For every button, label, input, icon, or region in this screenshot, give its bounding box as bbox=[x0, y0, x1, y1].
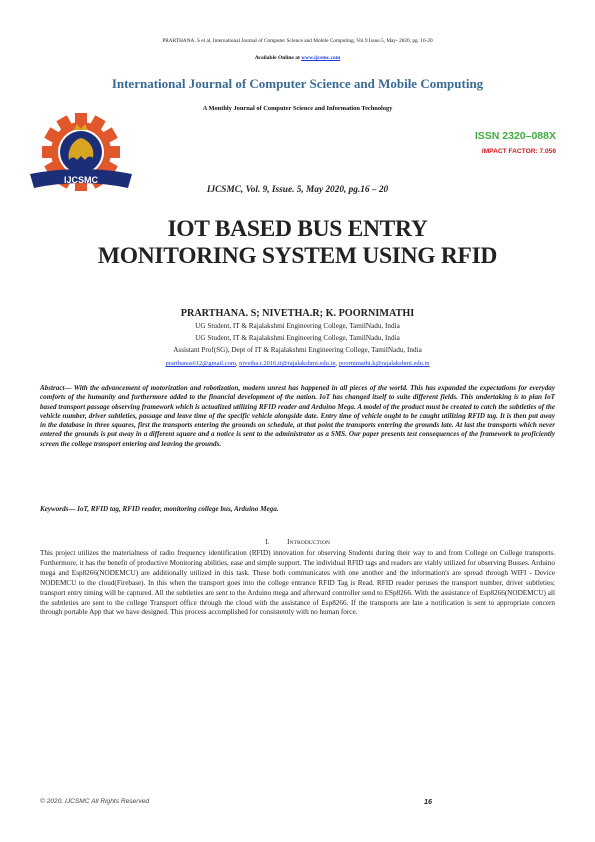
affiliation-1: UG Student, IT & Rajalakshmi Engineering College, TamilNadu, India bbox=[195, 322, 400, 330]
journal-subtitle: A Monthly Journal of Computer Science and Information Technology bbox=[202, 105, 393, 112]
logo-text: IJCSMC bbox=[63, 175, 99, 185]
paper-title bbox=[0, 216, 595, 270]
available-online-label: Available Online at bbox=[254, 55, 302, 61]
author-emails: prarthanas612@gmail.com, nivetha.r.2016.it@rajalakshmi.edu.in, poornimathi.k@rajalakshmi.edu.in bbox=[165, 360, 430, 367]
email-link-1[interactable]: prarthanas612@gmail.com bbox=[165, 360, 236, 367]
section-heading bbox=[0, 538, 595, 546]
paper-title-line-1: IOT BASED BUS ENTRY bbox=[167, 216, 428, 242]
issn: ISSN 2320–088X bbox=[474, 130, 556, 142]
volume-line: IJCSMC, Vol. 9, Issue. 5, May 2020, pg.16 – 20 bbox=[206, 185, 389, 195]
footer-copyright: © 2020, IJCSMC All Rights Reserved bbox=[40, 798, 150, 805]
journal-title: International Journal of Computer Science and Mobile Computing bbox=[111, 76, 484, 91]
impact-factor: IMPACT FACTOR: 7.056 bbox=[481, 148, 556, 155]
email-link-2[interactable]: nivetha.r.2016.it@rajalakshmi.edu.in bbox=[239, 360, 336, 367]
authors: PRARTHANA. S; NIVETHA.R; K. POORNIMATHI bbox=[180, 308, 415, 319]
affiliation-3: Assistant Prof(SG), Dept of IT & Rajalakshmi Engineering College, TamilNadu, India bbox=[173, 346, 422, 354]
introduction-body: This project utilizes the materialness of radio frequency identification (RFID) innovation for observing Students during their way to and from College on College transports. Furthermore, it has the benefit of productive Monitoring abilities, ease and simple support. The individual RFID tags and readers are viably utilized for observing Busses. Arduino mega and Esp8266(NODEMCU) are additionally utilized in this task. These both communicates with one another and the information's are spread through WIFI - Device NODEMCU to the cloud(Firebase). In this when the transport goes into the college entrance RFID Tag is Read. RFID reader peruses the transport number, driver subtleties; transport entry timing will be captured. All the subtleties are sent to the Arduino mega and afterward controller send to ESp8266. With the assistance of Esp8266(NODEMCU) all the subtleties are sent to the college Transport office through the cloud with the assistance of Esp8266. If the transports are late a notification is sent to appropriate concern through portable App that we have designed. This process accomplished for consistently with no human force. bbox=[40, 549, 555, 617]
section-title-rest: NTRODUCTION bbox=[289, 540, 330, 546]
email-link-3[interactable]: poornimathi.k@rajalakshmi.edu.in bbox=[338, 360, 430, 367]
journal-website-link[interactable]: www.ijcsmc.com bbox=[301, 55, 341, 61]
page-number: 16 bbox=[424, 797, 432, 806]
abstract: Abstract— With the advancement of motorization and robotization, modern unrest has happened in all pieces of the world. This has expanded the expectations for everyday comforts of the humanity and furthermore added to the financial development of the nation. IoT has changed itself to suite different fields. This undertaking is to plan IoT based transport passage observing framework which is actualized utilizing RFID reader and Arduino Mega. A model of the product must be created to catch the subtleties of the vehicle number, driver subtleties, passage and leave time of the specific vehicle alongside date. Entry time of vehicle ought to be caught utilizing RFID tag. It is then put away in the database in three squares, first the transports entering the grounds on schedule, at that point the transports entering the grounds late. At last the transports which never entered the grounds is put away in a different square and a notice is sent to the administrator as a SMS. Our paper presents test consequences of the framework to proficiently screen the college transport entering and leaving the grounds. bbox=[40, 384, 555, 448]
keywords: Keywords— IoT, RFID tag, RFID reader, monitoring college bus, Arduino Mega. bbox=[40, 505, 279, 513]
section-number: I. bbox=[265, 538, 270, 546]
running-head: PRARTHANA. S et al, International Journal of Computer Science and Mobile Computing, Vol.9 Issue.5, May- 2020, pg. 16-20 bbox=[162, 38, 433, 44]
section-title-initial: I bbox=[287, 538, 290, 546]
affiliation-2: UG Student, IT & Rajalakshmi Engineering College, TamilNadu, India bbox=[195, 334, 400, 342]
paper-title-line-2: MONITORING SYSTEM USING RFID bbox=[97, 243, 498, 269]
available-online bbox=[0, 55, 595, 61]
